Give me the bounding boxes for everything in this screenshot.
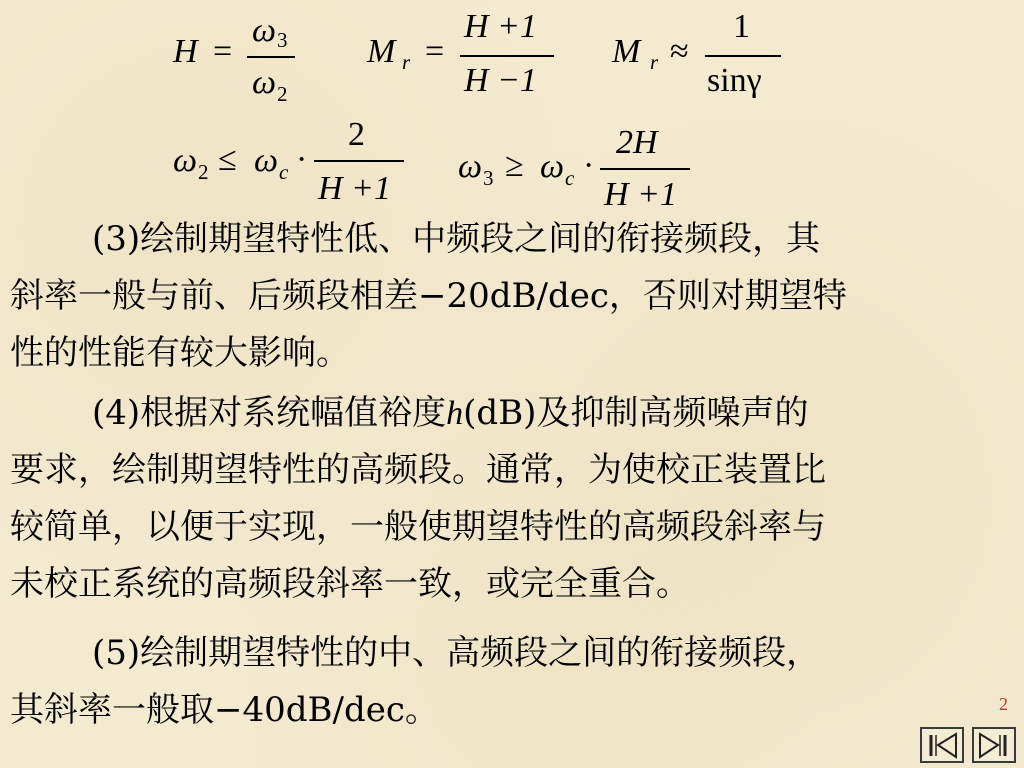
paragraph-3 xyxy=(10,211,1010,382)
h-symbol: H xyxy=(173,33,198,70)
skip-back-icon xyxy=(922,729,962,761)
fraction-bar xyxy=(705,55,781,57)
paragraph-line: 要求，绘制期望特性的高频段。通常，为使校正装置比 xyxy=(10,450,826,490)
omega-symbol: ω xyxy=(254,142,279,179)
dot-operator: · xyxy=(583,147,595,184)
numerator: 1 xyxy=(733,8,750,45)
paragraph-line: 斜率一般与前、后频段相差−20dB/dec，否则对期望特 xyxy=(10,276,847,316)
equals-sign: = xyxy=(425,33,445,70)
approx-sign: ≈ xyxy=(670,33,689,70)
subscript: r xyxy=(402,50,411,74)
denominator: sinγ xyxy=(707,62,762,99)
paragraph-line: 较简单，以便于实现，一般使期望特性的高频段斜率与 xyxy=(10,507,826,547)
numerator: 2 xyxy=(348,116,365,153)
paragraph-5 xyxy=(10,625,1010,739)
skip-forward-icon xyxy=(974,729,1014,761)
subscript: r xyxy=(650,50,659,74)
paragraph-line: 其斜率一般取−40dB/dec。 xyxy=(10,690,439,730)
denominator: H −1 xyxy=(464,62,537,99)
subscript: c xyxy=(565,166,575,190)
m-symbol: M xyxy=(612,33,641,70)
paragraph-line: (4)根据对系统幅值裕度h(dB)及抑制高频噪声的 xyxy=(92,393,809,433)
denominator: H +1 xyxy=(604,176,677,213)
omega-symbol: ω xyxy=(252,64,277,101)
dot-operator: · xyxy=(296,141,308,178)
less-equal-sign: ≤ xyxy=(218,141,237,178)
paragraph-4 xyxy=(10,385,1010,613)
subscript: 3 xyxy=(483,166,494,190)
paragraph-line: 性的性能有较大影响。 xyxy=(10,333,350,373)
subscript: 2 xyxy=(198,160,209,184)
subscript: 3 xyxy=(277,28,288,52)
omega-symbol: ω xyxy=(252,12,277,49)
m-symbol: M xyxy=(367,33,396,70)
omega-symbol: ω xyxy=(540,148,565,185)
fraction-bar xyxy=(460,55,554,57)
subscript: c xyxy=(279,160,289,184)
next-slide-button[interactable] xyxy=(972,727,1016,763)
numerator: H +1 xyxy=(464,8,537,45)
subscript: 2 xyxy=(277,82,288,106)
paragraph-line: (3)绘制期望特性低、中频段之间的衔接频段，其 xyxy=(92,219,821,259)
greater-equal-sign: ≥ xyxy=(505,147,524,184)
equals-sign: = xyxy=(213,33,233,70)
denominator: H +1 xyxy=(318,170,391,207)
h-variable: h xyxy=(446,395,464,432)
omega-symbol: ω xyxy=(458,148,483,185)
paragraph-line: (5)绘制期望特性的中、高频段之间的衔接频段， xyxy=(92,633,821,673)
fraction-bar xyxy=(314,160,404,162)
numerator: 2H xyxy=(616,124,658,161)
fraction-bar xyxy=(247,56,295,58)
previous-slide-button[interactable] xyxy=(920,727,964,763)
paragraph-line: 未校正系统的高频段斜率一致，或完全重合。 xyxy=(10,564,690,604)
omega-symbol: ω xyxy=(173,142,198,179)
fraction-bar xyxy=(600,168,690,170)
page-number: 2 xyxy=(999,694,1008,714)
